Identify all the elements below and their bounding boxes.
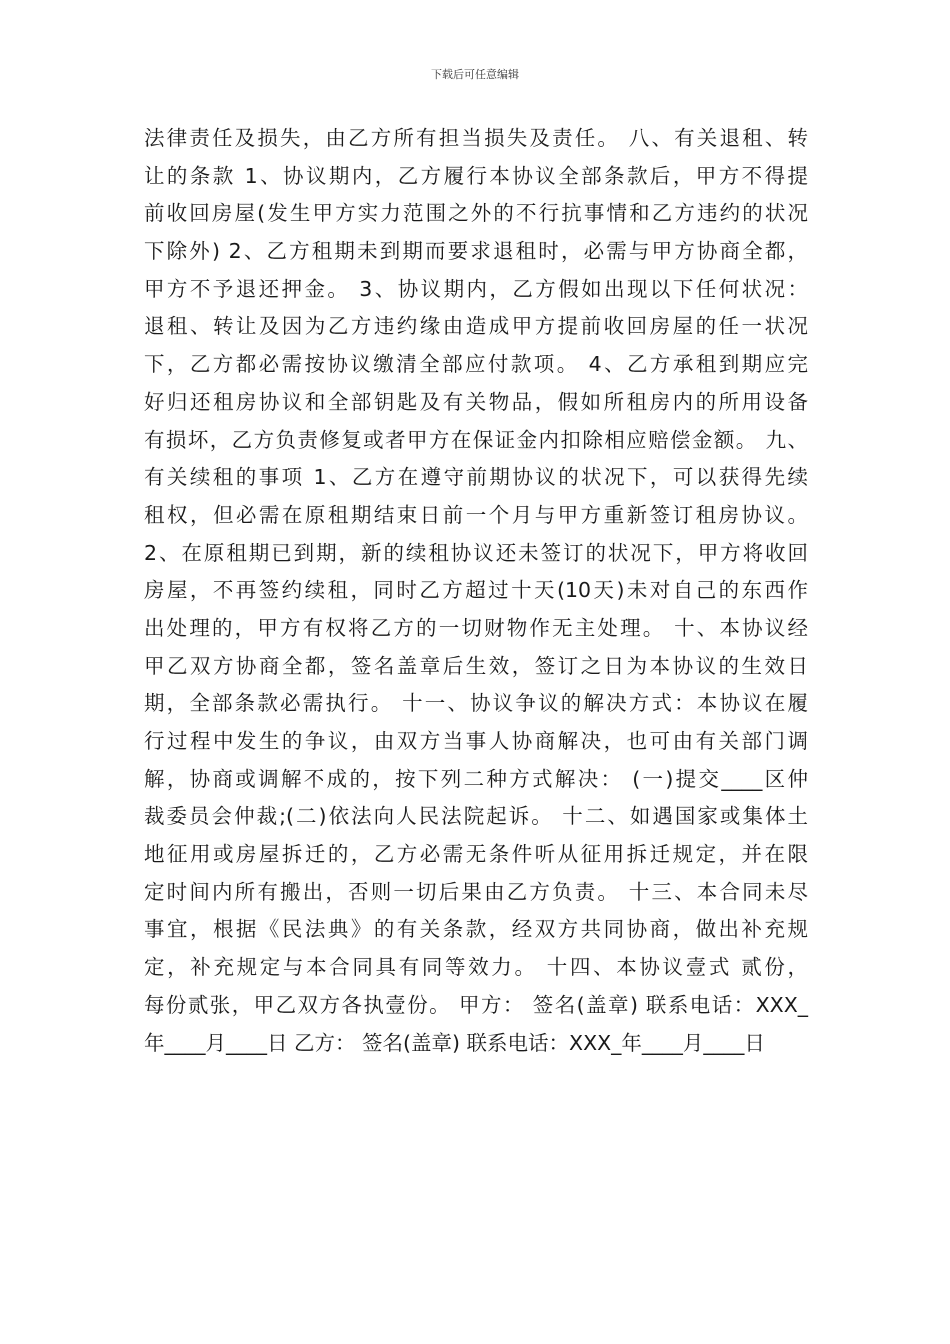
- text-line: 好归还租房协议和全部钥匙及有关物品，假如所租房内的所用设备: [144, 389, 808, 414]
- text-line: 法律责任及损失，由乙方所有担当损失及责任。 八、有关退租、转: [144, 126, 808, 150]
- text-line: 行过程中发生的争议，由双方当事人协商解决，也可由有关部门调: [144, 729, 808, 753]
- text-line: 期，全部条款必需执行。 十一、协议争议的解决方式：本协议在履: [144, 691, 808, 716]
- page-header: 下载后可任意编辑: [431, 68, 519, 81]
- text-line: 有关续租的事项 1、乙方在遵守前期协议的状况下，可以获得先续: [144, 465, 808, 490]
- text-line: 下，乙方都必需按协议缴清全部应付款项。 4、乙方承租到期应完: [144, 352, 808, 377]
- text-line: 地征用或房屋拆迁的，乙方必需无条件听从征用拆迁规定，并在限: [144, 842, 808, 867]
- text-line: 2、在原租期已到期，新的续租协议还未签订的状况下，甲方将收回: [144, 540, 808, 565]
- text-line: 解，协商或调解不成的，按下列二种方式解决： (一)提交____区仲: [144, 766, 808, 791]
- text-line: 出处理的，甲方有权将乙方的一切财物作无主处理。 十、本协议经: [144, 615, 808, 640]
- text-line: 裁委员会仲裁;(二)依法向人民法院起诉。 十二、如遇国家或集体土: [144, 804, 808, 829]
- text-line: 房屋，不再签约续租，同时乙方超过十天(10天)未对自己的东西作: [144, 578, 808, 603]
- text-line: 甲乙双方协商全都，签名盖章后生效，签订之日为本协议的生效日: [144, 653, 808, 678]
- text-line: 事宜，根据《民法典》的有关条款，经双方共同协商，做出补充规: [144, 917, 808, 942]
- text-line: 年____月____日 乙方： 签名(盖章) 联系电话：XXX_年____月____日: [144, 1030, 765, 1055]
- text-line: 每份贰张，甲乙双方各执壹份。 甲方： 签名(盖章) 联系电话：XXX_: [144, 992, 808, 1017]
- text-line: 有损坏，乙方负责修复或者甲方在保证金内扣除相应赔偿金额。 九、: [144, 427, 808, 452]
- text-line: 定，补充规定与本合同具有同等效力。 十四、本协议壹式 贰份，: [144, 955, 808, 980]
- text-line: 前收回房屋(发生甲方实力范围之外的不行抗事情和乙方违约的状况: [144, 201, 808, 226]
- text-line: 租权，但必需在原租期结束日前一个月与甲方重新签订租房协议。: [144, 502, 808, 527]
- text-line: 下除外) 2、乙方租期未到期而要求退租时，必需与甲方协商全都，: [144, 239, 808, 264]
- text-line: 定时间内所有搬出，否则一切后果由乙方负责。 十三、本合同未尽: [144, 879, 808, 904]
- text-line: 退租、转让及因为乙方违约缘由造成甲方提前收回房屋的任一状况: [144, 314, 808, 339]
- text-line: 甲方不予退还押金。 3、协议期内，乙方假如出现以下任何状况：: [144, 276, 808, 301]
- text-line: 让的条款 1、协议期内，乙方履行本协议全部条款后，甲方不得提: [144, 163, 808, 188]
- document-body: [144, 120, 808, 1062]
